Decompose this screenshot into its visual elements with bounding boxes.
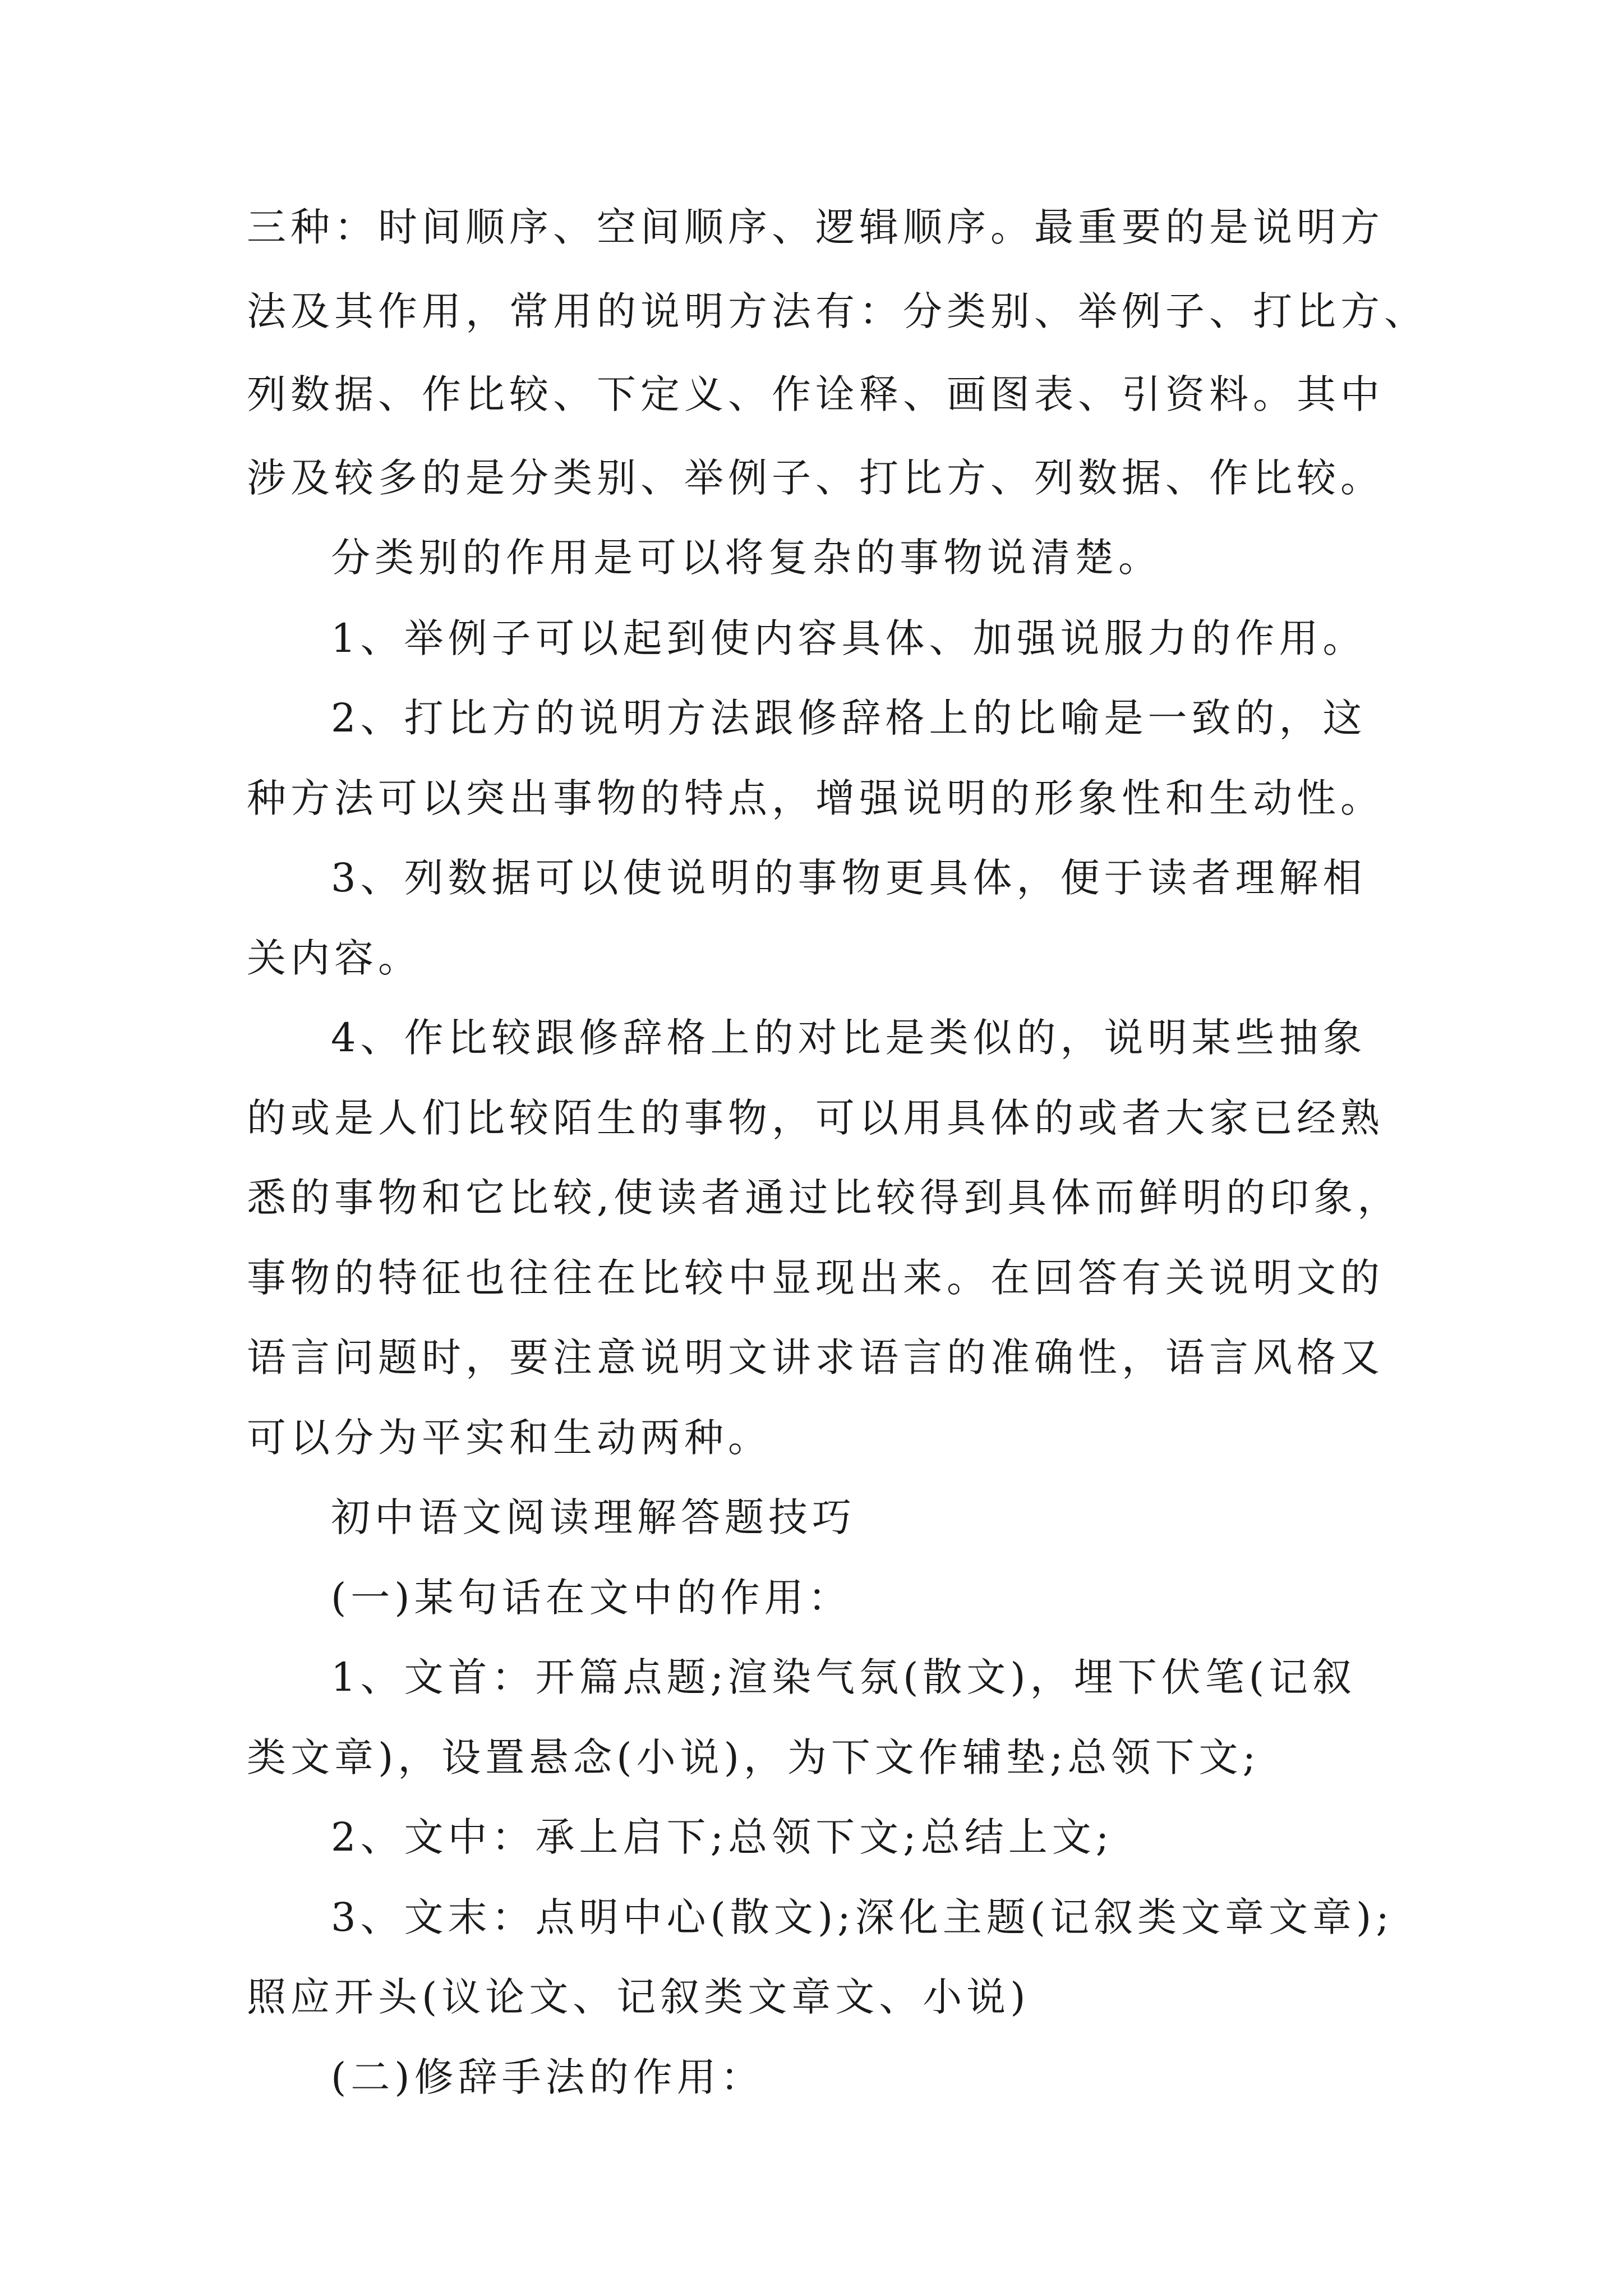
paragraph-line: 1、举例子可以起到使内容具体、加强说服力的作用。 (331, 615, 1367, 661)
paragraph-line: 1、文首：开篇点题;渲染气氛(散文)，埋下伏笔(记叙 (331, 1654, 1357, 1700)
paragraph-line: 4、作比较跟修辞格上的对比是类似的，说明某些抽象 (331, 1015, 1367, 1061)
paragraph-line: 涉及较多的是分类别、举例子、打比方、列数据、作比较。 (247, 455, 1384, 501)
paragraph-line: 事物的特征也往往在比较中显现出来。在回答有关说明文的 (247, 1255, 1384, 1301)
paragraph-line: 类文章)，设置悬念(小说)，为下文作辅垫;总领下文; (247, 1734, 1261, 1780)
paragraph-line: 悉的事物和它比较,使读者通过比较得到具体而鲜明的印象， (247, 1175, 1401, 1221)
paragraph-line: 种方法可以突出事物的特点，增强说明的形象性和生动性。 (247, 775, 1384, 821)
paragraph-line: 3、列数据可以使说明的事物更具体，便于读者理解相 (331, 855, 1367, 901)
paragraph-line: 分类别的作用是可以将复杂的事物说清楚。 (331, 535, 1162, 581)
paragraph-line: 的或是人们比较陌生的事物，可以用具体的或者大家已经熟 (247, 1095, 1384, 1141)
subsection-heading: (一)某句话在文中的作用： (331, 1575, 852, 1621)
paragraph-line: 照应开头(议论文、记叙类文章文、小说) (247, 1974, 1030, 2020)
paragraph-line: 关内容。 (247, 935, 422, 981)
subsection-heading: (二)修辞手法的作用： (331, 2054, 764, 2100)
paragraph-line: 3、文末：点明中心(散文);深化主题(记叙类文章文章); (331, 1894, 1394, 1940)
paragraph-line: 列数据、作比较、下定义、作诠释、画图表、引资料。其中 (247, 371, 1384, 417)
paragraph-line: 法及其作用，常用的说明方法有：分类别、举例子、打比方、 (247, 288, 1428, 334)
paragraph-line: 2、打比方的说明方法跟修辞格上的比喻是一致的，这 (331, 695, 1367, 741)
paragraph-line: 可以分为平实和生动两种。 (247, 1415, 772, 1461)
paragraph-line: 语言问题时，要注意说明文讲求语言的准确性，语言风格又 (247, 1335, 1384, 1381)
paragraph-line: 三种：时间顺序、空间顺序、逻辑顺序。最重要的是说明方 (247, 204, 1384, 250)
section-heading: 初中语文阅读理解答题技巧 (331, 1494, 856, 1540)
paragraph-line: 2、文中：承上启下;总领下文;总结上文; (331, 1814, 1114, 1860)
